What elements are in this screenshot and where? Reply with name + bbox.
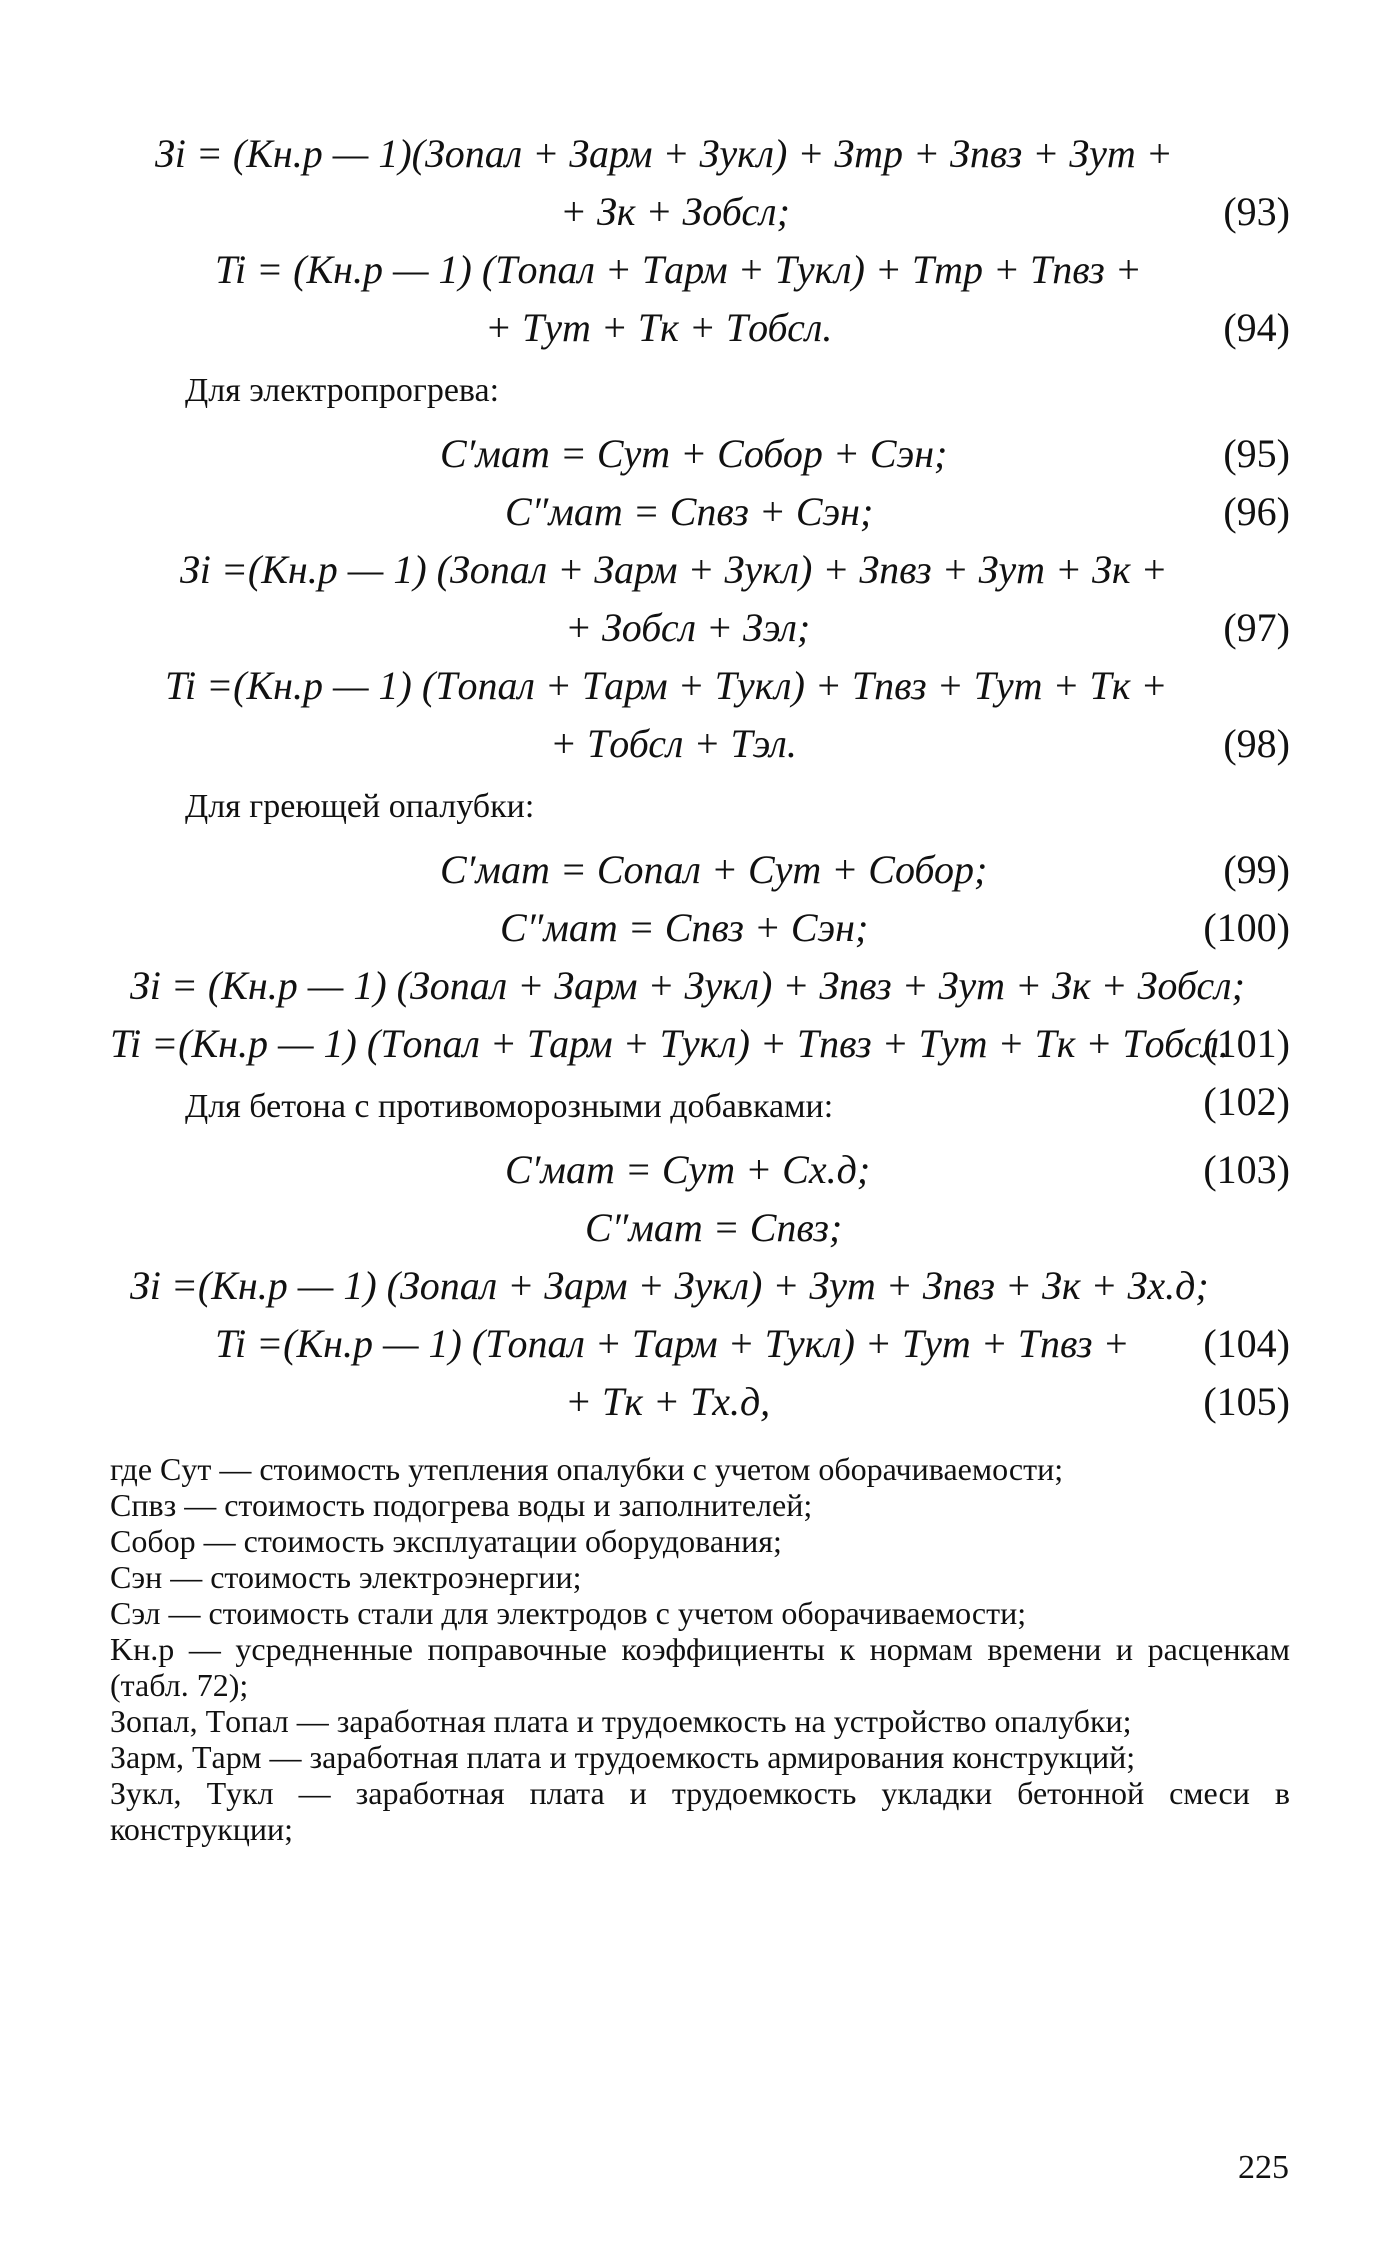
equation-line	[110, 541, 1290, 599]
equation-line	[110, 183, 1290, 241]
equation-number: (102)	[1203, 1079, 1290, 1124]
equation-line	[110, 1141, 1290, 1199]
equation-line	[110, 1373, 1290, 1431]
equation-text: Ti =(Kн.р — 1) (Tопал + Tарм + Tукл) + Tпвз + Tут + Tк + Tобсл.	[110, 1021, 1229, 1066]
equation-number: (96)	[1223, 489, 1290, 534]
equation-number: (98)	[1223, 721, 1290, 766]
equation-line	[110, 425, 1290, 483]
equation-text: C′мат = Cут + Cобор + Cэн;	[440, 431, 948, 476]
equation-number: (97)	[1223, 605, 1290, 650]
equation-number: (101)	[1203, 1021, 1290, 1066]
section-heading: Для бетона с противоморозными добавками:	[185, 1088, 834, 1125]
equation-text: C′мат = Cут + Cх.д;	[505, 1147, 871, 1192]
equation-text: + Tк + Tх.д,	[565, 1379, 771, 1424]
equation-line	[110, 957, 1290, 1015]
variable-legend	[110, 1451, 1290, 1847]
equation-line	[110, 1199, 1290, 1257]
equation-number: (105)	[1203, 1379, 1290, 1424]
equation-number: (94)	[1223, 305, 1290, 350]
equation-line	[110, 241, 1290, 299]
equation-number: (95)	[1223, 431, 1290, 476]
equation-number: (104)	[1203, 1321, 1290, 1366]
equation-text: Зi = (Kн.р — 1)(Зопал + Зарм + Зукл) + Зтр + Зпвз + Зут +	[155, 131, 1173, 176]
equation-line	[110, 657, 1290, 715]
equation-number: (93)	[1223, 189, 1290, 234]
equation-text: Ti =(Kн.р — 1) (Tопал + Tарм + Tукл) + Tут + Tпвз +	[215, 1321, 1130, 1366]
equation-line	[110, 483, 1290, 541]
equation-line	[110, 715, 1290, 773]
equation-line	[110, 1315, 1290, 1373]
equation-text: C″мат = Cпвз;	[585, 1205, 843, 1250]
legend-item: Зопал, Tопал — заработная плата и трудоемкость на устройство опалубки;	[110, 1703, 1132, 1739]
legend-item: Cобор — стоимость эксплуатации оборудования;	[110, 1523, 782, 1559]
equation-line	[110, 1257, 1290, 1315]
equation-line	[110, 599, 1290, 657]
equation-text: C′мат = Cопал + Cут + Cобор;	[440, 847, 988, 892]
equation-line	[110, 1015, 1290, 1073]
equation-number: (103)	[1203, 1147, 1290, 1192]
equation-text: Ti =(Kн.р — 1) (Tопал + Tарм + Tукл) + Tпвз + Tут + Tк +	[165, 663, 1168, 708]
equation-text: + Tут + Tк + Tобсл.	[485, 305, 833, 350]
legend-item: Kн.р — усредненные поправочные коэффициенты к нормам времени и расценкам (табл. 72);	[110, 1631, 1290, 1703]
legend-item: Cэн — стоимость электроэнергии;	[110, 1559, 582, 1595]
equation-text: Зi =(Kн.р — 1) (Зопал + Зарм + Зукл) + Зпвз + Зут + Зк +	[180, 547, 1168, 592]
section-heading: Для электропрогрева:	[185, 372, 500, 409]
page-number: 225	[1238, 2149, 1289, 2186]
legend-item: Cэл — стоимость стали для электродов с учетом оборачиваемости;	[110, 1595, 1027, 1631]
equation-line	[110, 841, 1290, 899]
equation-text: Зi =(Kн.р — 1) (Зопал + Зарм + Зукл) + Зут + Зпвз + Зк + Зх.д;	[130, 1263, 1209, 1308]
legend-item: где Cут — стоимость утепления опалубки с учетом оборачиваемости;	[110, 1451, 1064, 1487]
page-body	[110, 125, 1290, 2205]
equation-text: C″мат = Cпвз + Cэн;	[500, 905, 869, 950]
equation-number: (99)	[1223, 847, 1290, 892]
formula-block	[110, 125, 1290, 1431]
equation-text: C″мат = Cпвз + Cэн;	[505, 489, 874, 534]
equation-text: + Зобсл + Зэл;	[565, 605, 811, 650]
equation-text: Ti = (Kн.р — 1) (Tопал + Tарм + Tукл) + Tтр + Tпвз +	[215, 247, 1142, 292]
legend-item: Зукл, Tукл — заработная плата и трудоемкость укладки бетонной смеси в конструкции;	[110, 1775, 1290, 1847]
equation-number: (100)	[1203, 905, 1290, 950]
equation-line	[110, 299, 1290, 357]
equation-text: + Зк + Зобсл;	[560, 189, 790, 234]
legend-item: Cпвз — стоимость подогрева воды и заполнителей;	[110, 1487, 813, 1523]
equation-text: + Tобсл + Tэл.	[550, 721, 797, 766]
section-heading: Для греющей опалубки:	[185, 788, 535, 825]
equation-line	[110, 125, 1290, 183]
legend-item: Зарм, Tарм — заработная плата и трудоемкость армирования конструкций;	[110, 1739, 1136, 1775]
equation-line	[110, 899, 1290, 957]
equation-text: Зi = (Kн.р — 1) (Зопал + Зарм + Зукл) + Зпвз + Зут + Зк + Зобсл;	[130, 963, 1245, 1008]
